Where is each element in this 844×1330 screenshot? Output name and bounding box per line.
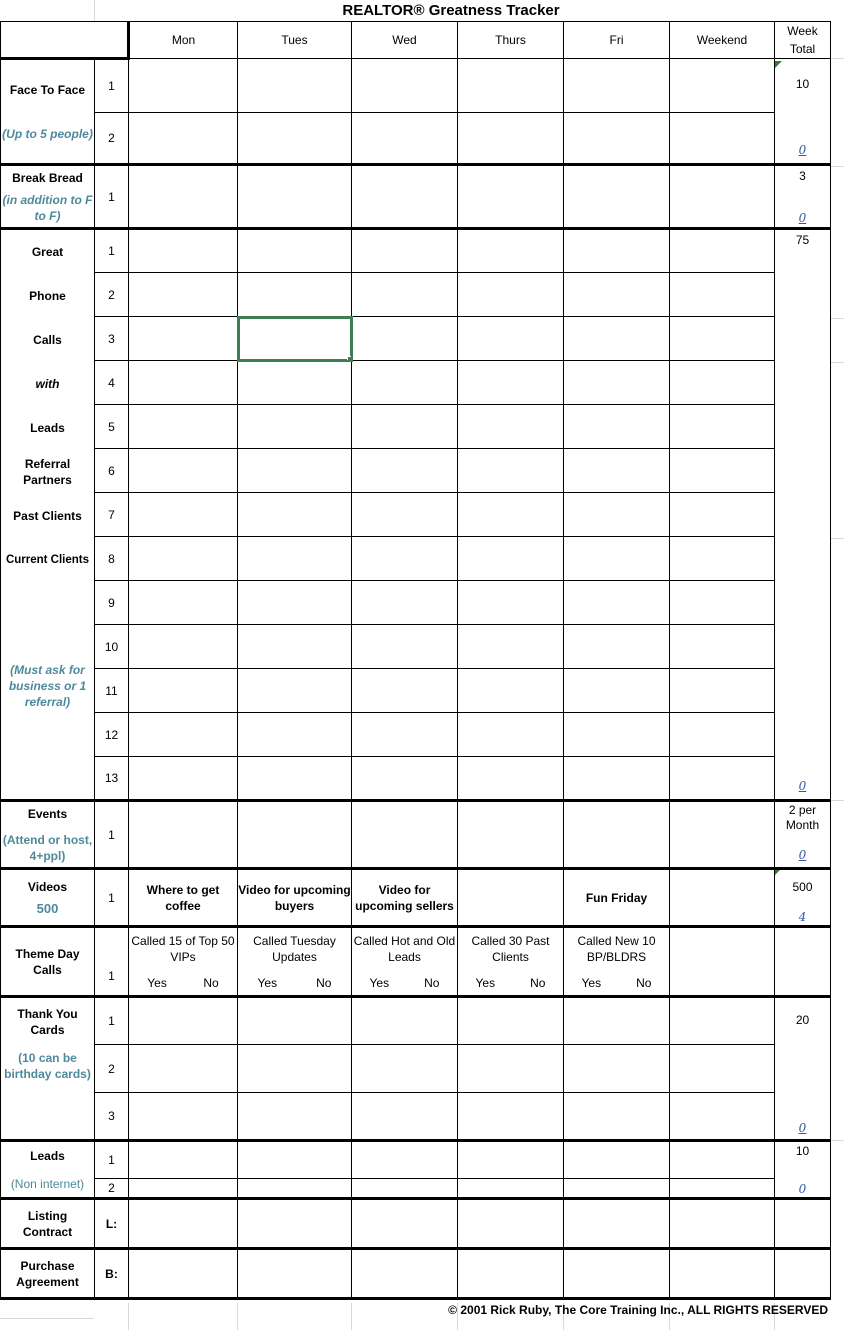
leads-target: 10: [795, 1143, 810, 1158]
face-sub-label: (Up to 5 people): [2, 126, 93, 141]
row-number: 1: [95, 927, 129, 997]
cell[interactable]: [670, 59, 775, 113]
cell[interactable]: [564, 1141, 670, 1179]
listing-label-text: Listing Contract: [22, 1208, 73, 1239]
cell[interactable]: [129, 757, 238, 801]
cell[interactable]: [352, 1179, 458, 1199]
theme-wed-text: Called Hot and Old Leads: [353, 933, 456, 964]
cell[interactable]: [458, 1093, 564, 1141]
leads-entry: 0: [798, 1181, 807, 1196]
calls-label-leads: Leads: [30, 421, 65, 435]
cell[interactable]: [352, 1249, 458, 1299]
cell[interactable]: [129, 1179, 238, 1199]
gridline: [0, 1318, 94, 1319]
cell[interactable]: [564, 757, 670, 801]
phone-calls-label: [1, 229, 95, 801]
no-option[interactable]: No: [530, 975, 546, 990]
cell[interactable]: [564, 537, 670, 581]
cell[interactable]: [238, 113, 352, 165]
yes-option[interactable]: Yes: [147, 975, 167, 990]
bread-sub-label: (in addition to F to F): [2, 192, 93, 223]
cell[interactable]: [352, 1045, 458, 1093]
header-fri[interactable]: Fri: [564, 22, 670, 59]
theme-weekend[interactable]: [670, 927, 775, 997]
cell[interactable]: [238, 1199, 352, 1249]
cell[interactable]: [352, 581, 458, 625]
no-option[interactable]: No: [424, 975, 440, 990]
theme-wed[interactable]: [352, 927, 458, 997]
cell[interactable]: [458, 1141, 564, 1179]
cell[interactable]: [238, 229, 352, 273]
theme-fri-text: Called New 10 BP/BLDRS: [577, 933, 656, 964]
cell[interactable]: [238, 1045, 352, 1093]
theme-fri[interactable]: [564, 927, 670, 997]
cell[interactable]: [129, 1199, 238, 1249]
cell[interactable]: [238, 1179, 352, 1199]
video-fri[interactable]: Fun Friday: [564, 869, 670, 927]
video-weekend[interactable]: [670, 869, 775, 927]
row-number: 10: [95, 625, 129, 669]
tracker-grid: [0, 21, 831, 1300]
cell[interactable]: [238, 493, 352, 537]
cell[interactable]: [458, 493, 564, 537]
cell[interactable]: [238, 581, 352, 625]
cell[interactable]: [458, 229, 564, 273]
cell[interactable]: [564, 801, 670, 869]
cell[interactable]: [564, 59, 670, 113]
gridline: [830, 318, 844, 319]
no-option[interactable]: No: [203, 975, 219, 990]
cell[interactable]: [458, 113, 564, 165]
yes-option[interactable]: Yes: [581, 975, 602, 990]
cell[interactable]: [670, 1249, 775, 1299]
row-number: 1: [95, 1141, 129, 1179]
row-number: 1: [95, 801, 129, 869]
cell[interactable]: [670, 625, 775, 669]
cell[interactable]: [129, 229, 238, 273]
cell[interactable]: [458, 361, 564, 405]
cell[interactable]: [564, 669, 670, 713]
bread-target: 3: [799, 168, 806, 183]
cell[interactable]: [129, 317, 238, 361]
break-bread-label: [1, 165, 95, 229]
theme-tues[interactable]: [238, 927, 352, 997]
video-mon[interactable]: Where to get coffee: [129, 869, 238, 927]
cell[interactable]: [670, 997, 775, 1045]
calls-entry: 0: [798, 778, 807, 793]
gridline: [94, 0, 95, 21]
header-wed[interactable]: Wed: [352, 22, 458, 59]
cell[interactable]: [129, 1249, 238, 1299]
leads-week-total[interactable]: [775, 1141, 831, 1199]
fill-handle[interactable]: [347, 356, 352, 361]
cell[interactable]: [352, 113, 458, 165]
cell[interactable]: [670, 449, 775, 493]
row-number: 3: [95, 317, 129, 361]
cell[interactable]: [670, 1179, 775, 1199]
cell[interactable]: [129, 59, 238, 113]
cell[interactable]: [564, 317, 670, 361]
cell[interactable]: [352, 361, 458, 405]
cell[interactable]: [238, 757, 352, 801]
cell[interactable]: [564, 713, 670, 757]
cell[interactable]: [238, 1141, 352, 1179]
videos-target: 500: [792, 879, 813, 894]
header-tues[interactable]: Tues: [238, 22, 352, 59]
cell[interactable]: [352, 317, 458, 361]
header-thurs[interactable]: Thurs: [458, 22, 564, 59]
cell[interactable]: [670, 165, 775, 229]
purchase-week-total[interactable]: [775, 1249, 831, 1299]
cell[interactable]: [129, 405, 238, 449]
cell[interactable]: [352, 59, 458, 113]
cell[interactable]: [564, 361, 670, 405]
cell[interactable]: [670, 713, 775, 757]
row-number: 6: [95, 449, 129, 493]
cell[interactable]: [458, 537, 564, 581]
cell[interactable]: [670, 1141, 775, 1179]
cell[interactable]: [129, 1141, 238, 1179]
cell[interactable]: [352, 757, 458, 801]
cell[interactable]: [238, 1249, 352, 1299]
row-number: B:: [95, 1249, 129, 1299]
videos-label-text: Videos: [27, 879, 68, 894]
header-weekend[interactable]: Weekend: [670, 22, 775, 59]
cell[interactable]: [458, 317, 564, 361]
cell[interactable]: [458, 625, 564, 669]
cell[interactable]: [238, 537, 352, 581]
calls-sub-label: (Must ask for business or 1 referral): [8, 663, 87, 709]
cell[interactable]: [564, 1179, 670, 1199]
cell[interactable]: [238, 165, 352, 229]
cell[interactable]: [352, 625, 458, 669]
thanks-entry: 0: [798, 1120, 807, 1135]
cell[interactable]: [352, 1141, 458, 1179]
cell[interactable]: [458, 757, 564, 801]
yes-option[interactable]: Yes: [369, 975, 390, 990]
theme-mon-text: Called 15 of Top 50 VIPs: [131, 933, 235, 964]
cell[interactable]: [564, 405, 670, 449]
calls-label-calls: Calls: [33, 333, 62, 347]
cell[interactable]: [458, 1045, 564, 1093]
cell[interactable]: [564, 625, 670, 669]
cell[interactable]: [564, 1249, 670, 1299]
cell[interactable]: [458, 273, 564, 317]
events-sub-label: (Attend or host, 4+ppl): [2, 832, 93, 863]
cell[interactable]: [670, 229, 775, 273]
cell[interactable]: [670, 1093, 775, 1141]
row-number: 3: [95, 1093, 129, 1141]
cell[interactable]: [352, 405, 458, 449]
leads-label-text: Leads: [30, 1148, 65, 1163]
theme-thurs[interactable]: [458, 927, 564, 997]
cell[interactable]: [458, 1199, 564, 1249]
cell[interactable]: [352, 449, 458, 493]
cell[interactable]: [238, 625, 352, 669]
leads-sub-label: (Non internet): [10, 1176, 85, 1191]
row-number: 2: [95, 1045, 129, 1093]
cell[interactable]: [564, 997, 670, 1045]
cell[interactable]: [238, 273, 352, 317]
leads-label: [1, 1141, 95, 1199]
yes-option[interactable]: Yes: [475, 975, 496, 990]
cell[interactable]: [352, 669, 458, 713]
face-week-total[interactable]: [775, 59, 831, 165]
cell[interactable]: [238, 361, 352, 405]
row-number: 1: [95, 165, 129, 229]
theme-label-text: Theme Day Calls: [15, 946, 80, 977]
cell[interactable]: [129, 625, 238, 669]
cell[interactable]: [458, 1179, 564, 1199]
cell[interactable]: [129, 361, 238, 405]
cell[interactable]: [238, 1093, 352, 1141]
calls-label-phone: Phone: [29, 289, 66, 303]
face-entry: 0: [798, 143, 807, 157]
videos-week-total[interactable]: [775, 869, 831, 927]
cell[interactable]: [564, 581, 670, 625]
cell[interactable]: [129, 537, 238, 581]
row-number: L:: [95, 1199, 129, 1249]
yes-option[interactable]: Yes: [257, 975, 278, 990]
row-number: 12: [95, 713, 129, 757]
copyright-footer: © 2001 Rick Ruby, The Core Training Inc., ALL RIGHTS RESERVED: [448, 1303, 828, 1317]
cell[interactable]: [458, 801, 564, 869]
row-number: 11: [95, 669, 129, 713]
cell[interactable]: [458, 59, 564, 113]
cell[interactable]: [670, 317, 775, 361]
thanks-sub-label: (10 can be birthday cards): [4, 1051, 91, 1081]
face-label-text: Face To Face: [9, 82, 86, 97]
calls-label-current: Current Clients: [5, 554, 90, 566]
events-target: 2 per Month: [785, 802, 820, 832]
cell[interactable]: [564, 229, 670, 273]
row-number: 2: [95, 273, 129, 317]
cell[interactable]: [238, 449, 352, 493]
gridline: [830, 800, 844, 801]
cell[interactable]: [352, 273, 458, 317]
events-entry: 0: [798, 847, 807, 862]
cell[interactable]: [458, 669, 564, 713]
bread-label-text: Break Bread: [12, 170, 83, 185]
theme-mon[interactable]: [129, 927, 238, 997]
cell[interactable]: [564, 1199, 670, 1249]
row-number: 8: [95, 537, 129, 581]
cell[interactable]: [238, 405, 352, 449]
cell[interactable]: [129, 581, 238, 625]
cell[interactable]: [670, 113, 775, 165]
cell[interactable]: [352, 229, 458, 273]
calls-label-past: Past Clients: [13, 509, 82, 523]
cell[interactable]: [352, 997, 458, 1045]
gridline: [830, 538, 844, 539]
cell[interactable]: [352, 537, 458, 581]
cell[interactable]: [129, 493, 238, 537]
row-number: 1: [95, 997, 129, 1045]
row-number: 1: [95, 59, 129, 113]
header-week-total[interactable]: Week Total: [775, 22, 831, 59]
cell[interactable]: [564, 165, 670, 229]
cell[interactable]: [129, 997, 238, 1045]
purchase-label-text: Purchase Agreement: [16, 1258, 79, 1289]
thanks-target: 20: [795, 1012, 810, 1027]
cell[interactable]: [458, 581, 564, 625]
cell[interactable]: [352, 493, 458, 537]
theme-calls-label: [1, 927, 95, 997]
videos-label: [1, 869, 95, 927]
cell[interactable]: [352, 801, 458, 869]
gridline: [830, 166, 844, 167]
cell[interactable]: [129, 713, 238, 757]
events-week-total[interactable]: [775, 801, 831, 869]
row-number: 5: [95, 405, 129, 449]
row-number: 4: [95, 361, 129, 405]
purchase-label: [1, 1249, 95, 1299]
cell[interactable]: [129, 801, 238, 869]
video-wed[interactable]: Video for upcoming sellers: [352, 869, 458, 927]
cell[interactable]: [670, 581, 775, 625]
cell[interactable]: [670, 1199, 775, 1249]
cell[interactable]: [238, 801, 352, 869]
cell[interactable]: [564, 1045, 670, 1093]
video-thurs[interactable]: [458, 869, 564, 927]
cell[interactable]: [458, 713, 564, 757]
cell[interactable]: [564, 273, 670, 317]
cell[interactable]: [670, 537, 775, 581]
cell[interactable]: [670, 273, 775, 317]
cell[interactable]: [564, 449, 670, 493]
theme-tues-text: Called Tuesday Updates: [253, 933, 336, 964]
gridline: [830, 58, 844, 59]
row-number: 13: [95, 757, 129, 801]
row-number: 1: [95, 229, 129, 273]
calls-label-with: with: [35, 377, 60, 391]
cell[interactable]: [129, 165, 238, 229]
thanks-week-total[interactable]: [775, 997, 831, 1141]
cell[interactable]: [129, 1045, 238, 1093]
cell[interactable]: [129, 449, 238, 493]
cell[interactable]: [458, 997, 564, 1045]
cell[interactable]: [352, 1093, 458, 1141]
calls-week-total[interactable]: [775, 229, 831, 801]
cell[interactable]: [564, 113, 670, 165]
comment-indicator-icon: [775, 869, 782, 875]
calls-label-great: Great: [31, 245, 64, 259]
row-number: 1: [95, 869, 129, 927]
thanks-label-text: Thank You Cards: [17, 1007, 78, 1037]
cell[interactable]: [670, 801, 775, 869]
row-number: 7: [95, 493, 129, 537]
comment-indicator-icon: [775, 61, 782, 68]
cell[interactable]: [670, 757, 775, 801]
cell[interactable]: [238, 713, 352, 757]
bread-entry: 0: [798, 210, 807, 225]
calls-spacer: [1, 582, 94, 662]
face-target: 10: [795, 77, 810, 91]
bread-week-total[interactable]: [775, 165, 831, 229]
no-option[interactable]: No: [636, 975, 652, 990]
cell[interactable]: [670, 361, 775, 405]
row-number: 2: [95, 1179, 129, 1199]
cell[interactable]: [458, 449, 564, 493]
corner-cell: [1, 22, 129, 59]
theme-week-total[interactable]: [775, 927, 831, 997]
cell[interactable]: [458, 405, 564, 449]
events-label: [1, 801, 95, 869]
face-to-face-label: [1, 59, 95, 165]
row-number: 2: [95, 113, 129, 165]
cell[interactable]: [238, 997, 352, 1045]
listing-label: [1, 1199, 95, 1249]
cell[interactable]: [670, 669, 775, 713]
no-option[interactable]: No: [316, 975, 332, 990]
cell[interactable]: [129, 1093, 238, 1141]
videos-sub-label: 500: [36, 900, 59, 916]
videos-entry: 4: [798, 909, 807, 924]
events-label-text: Events: [27, 806, 68, 821]
cell[interactable]: [352, 1199, 458, 1249]
calls-label-referral: Referral Partners: [23, 457, 72, 487]
sheet-title: REALTOR® Greatness Tracker: [342, 2, 560, 19]
listing-week-total[interactable]: [775, 1199, 831, 1249]
cell[interactable]: [564, 493, 670, 537]
cell[interactable]: [129, 113, 238, 165]
cell[interactable]: [352, 165, 458, 229]
cell[interactable]: [670, 493, 775, 537]
cell[interactable]: [670, 405, 775, 449]
cell[interactable]: [129, 273, 238, 317]
cell[interactable]: [564, 1093, 670, 1141]
calls-target: 75: [795, 232, 810, 247]
cell[interactable]: [670, 1045, 775, 1093]
cell[interactable]: [352, 713, 458, 757]
video-tues[interactable]: Video for upcoming buyers: [238, 869, 352, 927]
header-mon[interactable]: Mon: [129, 22, 238, 59]
gridline: [830, 1140, 844, 1141]
cell[interactable]: [238, 669, 352, 713]
theme-thurs-text: Called 30 Past Clients: [471, 933, 550, 964]
cell[interactable]: [458, 1249, 564, 1299]
cell[interactable]: [458, 165, 564, 229]
row-number: 9: [95, 581, 129, 625]
thank-you-label: [1, 997, 95, 1141]
cell[interactable]: [129, 669, 238, 713]
cell[interactable]: [238, 59, 352, 113]
selected-cell[interactable]: [238, 317, 352, 361]
gridline: [830, 362, 844, 363]
